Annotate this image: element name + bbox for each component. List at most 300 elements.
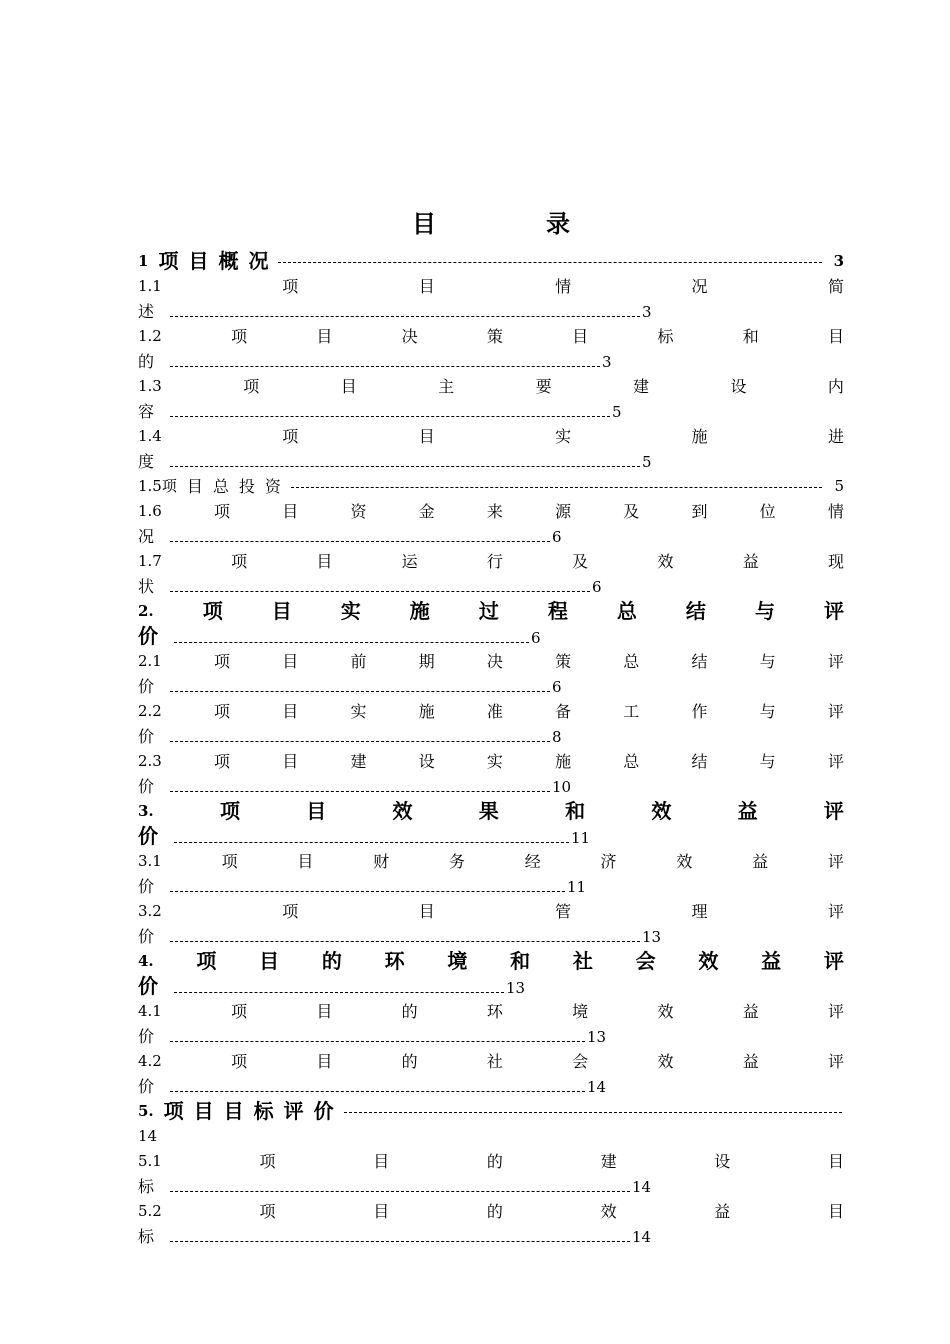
toc-entry-text: 益 (752, 852, 769, 871)
toc-entry[interactable] (138, 899, 844, 949)
toc-entry-text: 评 (823, 949, 844, 973)
toc-entry-text: 情 (827, 502, 844, 521)
toc-page-number: 11 (571, 829, 591, 847)
toc-entry-text: 源 (555, 502, 572, 521)
toc-entry-text: 评 (823, 799, 844, 823)
toc-entry-text: 目 (572, 327, 589, 346)
toc-entry-text: 果 (478, 799, 499, 823)
toc-entry-line (138, 474, 844, 499)
toc-page-number: 11 (567, 878, 587, 896)
toc-entry-text: 4.1 (138, 1002, 162, 1020)
toc-entry-text: 目 (418, 427, 435, 446)
toc-entry-text: 项 (259, 1152, 276, 1171)
toc-entry-text: 价 (138, 624, 158, 648)
toc-entry-text: 价 (138, 777, 155, 796)
toc-entry-text: 与 (759, 702, 776, 721)
toc-entry-text: 价 (138, 1027, 155, 1046)
toc-leader (278, 249, 821, 263)
toc-leader (170, 354, 600, 367)
toc-entry-text: 项 (202, 599, 223, 623)
toc-entry-text: 述 (138, 302, 155, 321)
toc-entry-text: 与 (759, 652, 776, 671)
toc-entry-text: 益 (742, 1052, 759, 1071)
toc-entry-text: 评 (827, 902, 844, 921)
toc-entry-line (138, 324, 844, 349)
toc-entry-line (138, 599, 844, 624)
toc-entry-text: 目 (271, 599, 292, 623)
toc-entry-text: 策 (555, 652, 572, 671)
toc-entry[interactable] (138, 1199, 844, 1249)
toc-entry-text: 前 (350, 652, 367, 671)
toc-entry-text: 投 (238, 477, 255, 496)
toc-entry-text: 状 (138, 577, 155, 596)
toc-entry-text: 1.5项 (138, 477, 177, 495)
toc-page-number: 6 (531, 629, 541, 647)
toc-entry-text: 建 (600, 1152, 617, 1171)
toc-entry-text: 标 (138, 1177, 155, 1196)
toc-entry-text: 建 (633, 377, 650, 396)
toc-entry-text: 的 (321, 949, 342, 973)
toc-entry-text: 价 (138, 824, 158, 848)
toc-entry-text: 价 (313, 1099, 334, 1123)
toc-page-number: 14 (632, 1228, 652, 1246)
toc-entry-line (138, 1199, 844, 1224)
toc-title-char: 录 (546, 209, 570, 238)
toc-page-number: 14 (138, 1127, 158, 1145)
toc-entry-text: 2.1 (138, 652, 162, 670)
toc-entry-text: 资 (350, 502, 367, 521)
toc-entry-text: 实 (340, 599, 361, 623)
toc-entry-text: 目 (306, 799, 327, 823)
toc-entry-text: 项 (231, 1002, 248, 1021)
toc-entry-text: 价 (138, 974, 158, 998)
toc-page-number: 14 (632, 1178, 652, 1196)
toc-entry-text: 施 (409, 599, 430, 623)
toc-leader (170, 729, 550, 742)
toc-entry-text: 目 (340, 377, 357, 396)
toc-leader (170, 929, 640, 942)
toc-leader (170, 404, 610, 417)
toc-leader (170, 454, 640, 467)
toc-entry[interactable] (138, 999, 844, 1049)
toc-entry-text: 项 (282, 427, 299, 446)
toc-entry-text: 项 (282, 902, 299, 921)
toc-entry-line (138, 274, 844, 299)
toc-entry-text: 进 (827, 427, 844, 446)
toc-page-number: 14 (587, 1078, 607, 1096)
toc-leader (170, 529, 550, 542)
toc-entry-text: 要 (535, 377, 552, 396)
toc-entry-text: 项 (163, 1099, 184, 1123)
toc-entry-text: 管 (555, 902, 572, 921)
toc-entry-text: 目 (316, 1002, 333, 1021)
toc-entry[interactable] (138, 249, 844, 274)
toc-entry-text: 效 (392, 799, 413, 823)
toc-entry-text: 目 (282, 702, 299, 721)
toc-entry-text: 与 (759, 752, 776, 771)
toc-entry-text: 和 (565, 799, 586, 823)
toc-entry-line (138, 749, 844, 774)
toc-entry-text: 效 (657, 1002, 674, 1021)
toc-entry-text: 目 (827, 327, 844, 346)
toc-entry-text: 项 (231, 327, 248, 346)
toc-entry-text: 济 (600, 852, 617, 871)
toc-entry-text: 环 (384, 949, 405, 973)
toc-entry-text: 务 (448, 852, 465, 871)
toc-page-number: 5 (612, 403, 622, 421)
toc-entry-text: 社 (572, 949, 593, 973)
toc-entry-text: 及 (623, 502, 640, 521)
toc-entry-text: 4.2 (138, 1052, 162, 1070)
toc-entry-text: 设 (418, 752, 435, 771)
toc-entry-text: 的 (486, 1202, 503, 1221)
toc-entry-text: 效 (698, 949, 719, 973)
toc-page-number: 3 (642, 303, 652, 321)
toc-entry-line (138, 1049, 844, 1074)
toc-entry-text: 目 (297, 852, 314, 871)
toc-entry-text: 结 (685, 599, 706, 623)
toc-leader (170, 1229, 630, 1242)
toc-entry-text: 境 (447, 949, 468, 973)
toc-entry-line (138, 1099, 844, 1124)
toc-entry-text: 的 (401, 1052, 418, 1071)
toc-entry-text: 5.1 (138, 1152, 162, 1170)
toc-entry-text: 3.1 (138, 852, 162, 870)
toc-entry-text: 资 (264, 477, 281, 496)
toc-entry-text: 价 (138, 677, 155, 696)
toc-leader (170, 1179, 630, 1192)
toc-entry-text: 项 (214, 652, 231, 671)
toc-entry-line (138, 774, 844, 799)
toc-entry-text: 及 (572, 552, 589, 571)
toc-entry-line (138, 899, 844, 924)
toc-entry[interactable] (138, 274, 844, 324)
toc-entry-text: 3.2 (138, 902, 162, 920)
toc-entry-text: 备 (555, 702, 572, 721)
toc-page-number: 5 (642, 453, 652, 471)
toc-entry-line (138, 674, 844, 699)
toc-page-number: 13 (642, 928, 662, 946)
toc-entry-text: 程 (547, 599, 568, 623)
toc-entry[interactable] (138, 649, 844, 699)
toc-entry-text: 益 (742, 1002, 759, 1021)
toc-entry-text: 5.2 (138, 1202, 162, 1220)
toc-entry-text: 项 (243, 377, 260, 396)
toc-entry-text: 总 (212, 477, 229, 496)
toc-entry[interactable] (138, 499, 844, 549)
toc-entry-text: 目 (282, 502, 299, 521)
toc-entry-text: 目 (373, 1202, 390, 1221)
toc-entry-text: 境 (572, 1002, 589, 1021)
toc-entry-text: 施 (691, 427, 708, 446)
toc-entry-line (138, 849, 844, 874)
toc-leader (174, 980, 504, 993)
toc-entry-text: 评 (827, 652, 844, 671)
toc-entry-text: 容 (138, 402, 155, 421)
toc-entry-text: 实 (555, 427, 572, 446)
toc-entry-text: 总 (616, 599, 637, 623)
toc-entry-text: 目 (223, 1099, 244, 1123)
toc-entry-text: 项 (158, 249, 179, 273)
toc-entry-text: 目 (316, 327, 333, 346)
toc-entry-text: 效 (657, 552, 674, 571)
toc-entry-text: 3. (138, 802, 154, 820)
toc-entry-line (138, 424, 844, 449)
toc-entry-line (138, 949, 844, 974)
toc-entry-text: 建 (350, 752, 367, 771)
toc-entry-text: 作 (691, 702, 708, 721)
toc-entry-text: 项 (214, 502, 231, 521)
toc-leader (170, 679, 550, 692)
toc-entry-text: 项 (214, 702, 231, 721)
toc-entry-line (138, 449, 844, 474)
toc-entry-line (138, 1174, 844, 1199)
toc-entry-text: 项 (214, 752, 231, 771)
toc-entry-line (138, 699, 844, 724)
toc-entry-line (138, 299, 844, 324)
toc-entry-text: 的 (486, 1152, 503, 1171)
toc-leader (170, 579, 590, 592)
toc-leader (170, 779, 550, 792)
toc-entry[interactable] (138, 474, 844, 499)
toc-entry-text: 与 (754, 599, 775, 623)
toc-entry-line (138, 1149, 844, 1174)
toc-entry-text: 现 (827, 552, 844, 571)
toc-entry-text: 目 (282, 752, 299, 771)
toc-leader (170, 304, 640, 317)
toc-entry-text: 2. (138, 602, 154, 620)
toc-entry[interactable] (138, 849, 844, 899)
toc-page-number: 8 (552, 728, 562, 746)
toc-entry-line (138, 399, 844, 424)
toc-entry-text: 目 (282, 652, 299, 671)
toc-page-number: 6 (592, 578, 602, 596)
toc-entry-text: 总 (623, 652, 640, 671)
toc-entry-text: 益 (714, 1202, 731, 1221)
toc-entry-text: 实 (350, 702, 367, 721)
toc-entry-text: 实 (486, 752, 503, 771)
toc-entry-text: 1.3 (138, 377, 162, 395)
toc-page-number: 13 (587, 1028, 607, 1046)
toc-entry-line (138, 724, 844, 749)
toc-entry[interactable] (138, 424, 844, 474)
toc-entry-text: 益 (742, 552, 759, 571)
toc-entry[interactable] (138, 324, 844, 374)
toc-entry-line (138, 349, 844, 374)
toc-entry-text: 运 (401, 552, 418, 571)
toc-entry-text: 评 (827, 1002, 844, 1021)
toc-entry-text: 价 (138, 727, 155, 746)
toc-entry-text: 项 (219, 799, 240, 823)
toc-entry[interactable] (138, 949, 844, 999)
toc-entry-text: 效 (657, 1052, 674, 1071)
toc-entry-text: 目 (186, 477, 203, 496)
toc-entry[interactable] (138, 799, 844, 849)
toc-entry[interactable] (138, 549, 844, 599)
toc-entry-text: 来 (486, 502, 503, 521)
toc-entry-text: 行 (486, 552, 503, 571)
toc-entry-text: 环 (486, 1002, 503, 1021)
toc-entry-text: 评 (283, 1099, 304, 1123)
toc-entry-line (138, 1024, 844, 1049)
toc-entry-text: 理 (691, 902, 708, 921)
toc-entry[interactable] (138, 749, 844, 799)
toc-entry-text: 标 (138, 1227, 155, 1246)
toc-entry-text: 结 (691, 652, 708, 671)
toc-page-number: 6 (552, 678, 562, 696)
toc-entry-text: 益 (761, 949, 782, 973)
toc-page-number: 6 (552, 528, 562, 546)
toc-entry-text: 目 (418, 277, 435, 296)
toc-entry-text: 和 (742, 327, 759, 346)
toc-entry-text: 5. (138, 1102, 154, 1120)
toc-entry-text: 经 (524, 852, 541, 871)
toc-title-char: 目 (412, 209, 436, 238)
toc-entry-text: 益 (737, 799, 758, 823)
toc-entry-text: 2.3 (138, 752, 162, 770)
toc-entry-text: 的 (401, 1002, 418, 1021)
toc-entry-text: 施 (555, 752, 572, 771)
toc-entry[interactable] (138, 1049, 844, 1099)
toc-entry-text: 设 (714, 1152, 731, 1171)
toc-leader (170, 1079, 585, 1092)
toc-entry-line (138, 1074, 844, 1099)
toc-entry-text: 1.2 (138, 327, 162, 345)
toc-entry-text: 评 (827, 1052, 844, 1071)
toc-entry-text: 到 (691, 502, 708, 521)
toc-entry-text: 1.1 (138, 277, 162, 295)
toc-entry-text: 况 (691, 277, 708, 296)
toc-entry-text: 的 (138, 352, 155, 371)
toc-entry-text: 和 (510, 949, 531, 973)
toc-entry-text: 效 (651, 799, 672, 823)
toc-title (138, 206, 844, 242)
toc-entry-line (138, 824, 844, 849)
toc-entry[interactable] (138, 599, 844, 649)
toc-entry-text: 结 (691, 752, 708, 771)
toc-entry-text: 项 (221, 852, 238, 871)
toc-leader (170, 879, 565, 892)
toc-entry-text: 工 (623, 702, 640, 721)
toc-entry-text: 期 (418, 652, 435, 671)
toc-entry-text: 目 (188, 249, 209, 273)
toc-entry-text: 2.2 (138, 702, 162, 720)
toc-entry-text: 目 (316, 552, 333, 571)
toc-entry-text: 目 (418, 902, 435, 921)
toc-entry-text: 项 (259, 1202, 276, 1221)
toc-entry-line (138, 999, 844, 1024)
toc-entry-text: 效 (676, 852, 693, 871)
toc-entry-text: 决 (486, 652, 503, 671)
toc-entry-text: 标 (657, 327, 674, 346)
toc-entry-line (138, 549, 844, 574)
toc-entry-text: 决 (401, 327, 418, 346)
toc-entry-text: 项 (196, 949, 217, 973)
toc-entry[interactable] (138, 699, 844, 749)
toc-leader (174, 830, 569, 843)
toc-entry-text: 目 (827, 1202, 844, 1221)
toc-page-number: 5 (834, 477, 844, 495)
toc-entry-text: 简 (827, 277, 844, 296)
toc-entry-text: 况 (248, 249, 269, 273)
toc-entry-text: 目 (827, 1152, 844, 1171)
toc-entry-text: 概 (218, 249, 239, 273)
toc-entry-text: 度 (138, 452, 155, 471)
toc-entry-text: 评 (823, 599, 844, 623)
toc-entry-text: 准 (486, 702, 503, 721)
toc-entry-text: 4. (138, 952, 154, 970)
toc-leader (291, 474, 823, 488)
toc-entry-text: 目 (193, 1099, 214, 1123)
toc-entry-text: 1.6 (138, 502, 162, 520)
toc-entry-text: 1.4 (138, 427, 162, 445)
toc-entry-text: 位 (759, 502, 776, 521)
toc-entry-line (138, 524, 844, 549)
toc-entry[interactable] (138, 1149, 844, 1199)
toc-entry-line (138, 574, 844, 599)
toc-entry[interactable] (138, 1099, 844, 1149)
toc-entry-text: 设 (730, 377, 747, 396)
toc-page-number: 3 (833, 252, 844, 270)
toc-entry-text: 财 (373, 852, 390, 871)
toc-entry-line (138, 874, 844, 899)
toc-entry-text: 目 (316, 1052, 333, 1071)
toc-entry-text: 目 (373, 1152, 390, 1171)
toc-page-number: 10 (552, 778, 572, 796)
toc-entry-text: 主 (438, 377, 455, 396)
toc-entry-text: 评 (827, 702, 844, 721)
toc-entry-line (138, 924, 844, 949)
toc-entry-line (138, 1124, 844, 1149)
toc-entry-text: 评 (827, 752, 844, 771)
toc-entry-text: 标 (253, 1099, 274, 1123)
toc-entry-line (138, 499, 844, 524)
toc-leader (170, 1029, 585, 1042)
toc-page-number: 13 (506, 979, 526, 997)
toc-entry-text: 1 (138, 252, 149, 270)
toc-page-number: 3 (602, 353, 612, 371)
toc-entry-line (138, 649, 844, 674)
toc-entry-line (138, 799, 844, 824)
toc-entry-text: 评 (827, 852, 844, 871)
toc-entry-text: 会 (572, 1052, 589, 1071)
toc-entry-line (138, 624, 844, 649)
toc-entry[interactable] (138, 374, 844, 424)
toc-entry-text: 价 (138, 1077, 155, 1096)
toc-entry-text: 项 (231, 1052, 248, 1071)
toc-leader (344, 1099, 842, 1113)
toc-entry-text: 项 (282, 277, 299, 296)
toc-entry-text: 施 (418, 702, 435, 721)
toc-entry-text: 策 (486, 327, 503, 346)
toc-entry-text: 情 (555, 277, 572, 296)
toc-entry-text: 况 (138, 527, 155, 546)
toc-entry-text: 内 (827, 377, 844, 396)
toc-entry-text: 项 (231, 552, 248, 571)
toc-entry-text: 总 (623, 752, 640, 771)
toc-entry-line (138, 974, 844, 999)
toc-entry-line (138, 249, 844, 274)
toc-entry-line (138, 374, 844, 399)
toc-entry-text: 社 (486, 1052, 503, 1071)
toc-entry-text: 价 (138, 927, 155, 946)
table-of-contents (138, 249, 844, 1249)
toc-entry-text: 价 (138, 877, 155, 896)
toc-entry-line (138, 1224, 844, 1249)
toc-entry-text: 效 (600, 1202, 617, 1221)
toc-leader (174, 630, 529, 643)
toc-entry-text: 会 (635, 949, 656, 973)
